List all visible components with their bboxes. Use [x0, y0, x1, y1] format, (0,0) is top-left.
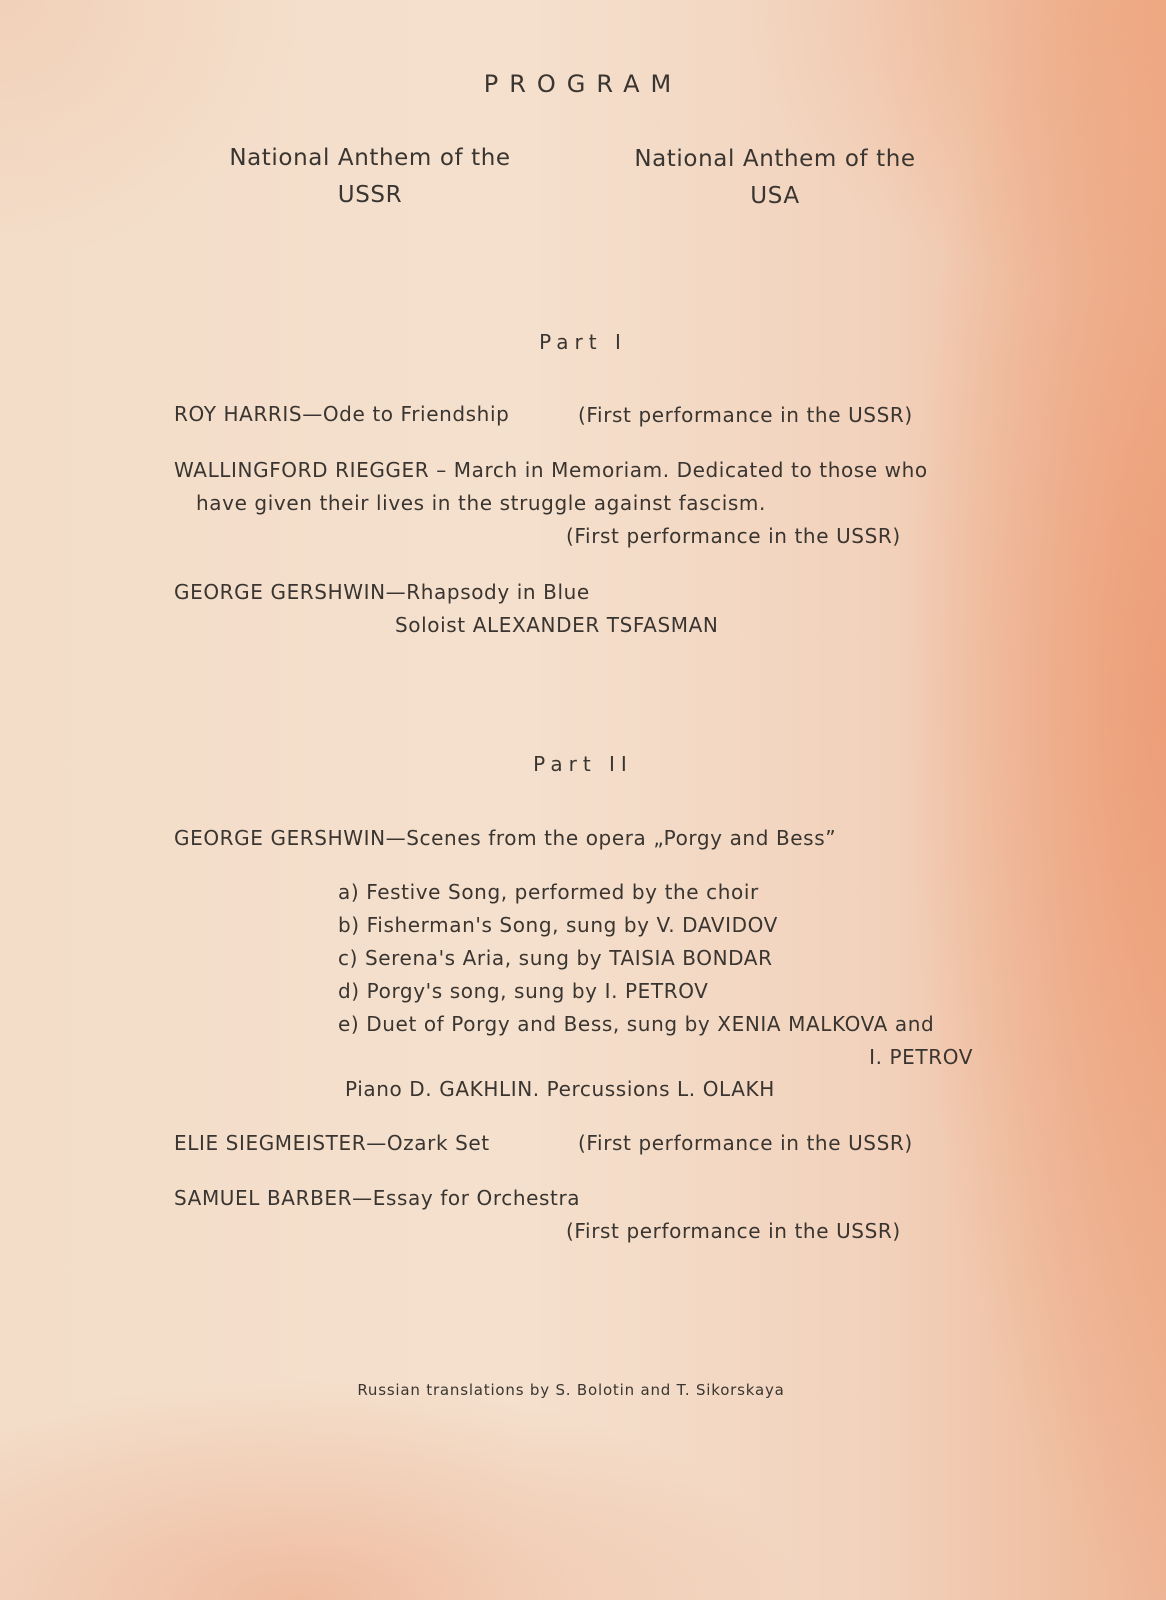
anthem-ussr-line1: National Anthem of the	[229, 145, 511, 171]
accompaniment: Piano D. GAKHLIN. Percussions L. OLAKH	[345, 1077, 775, 1101]
harris-note: (First performance in the USSR)	[578, 403, 913, 427]
scene-a: a) Festive Song, performed by the choir	[338, 880, 759, 904]
riegger-line1: WALLINGFORD RIEGGER – March in Memoriam. Dedicated to those who	[174, 458, 928, 482]
anthem-ussr	[200, 140, 540, 214]
siegmeister-note: (First performance in the USSR)	[578, 1131, 913, 1155]
anthem-usa-line2: USA	[750, 183, 800, 209]
scene-c: c) Serena's Aria, sung by TAISIA BONDAR	[338, 946, 773, 970]
riegger-line2: have given their lives in the struggle against fascism.	[196, 491, 766, 515]
scene-e-line2: I. PETROV	[869, 1045, 973, 1069]
scene-b: b) Fisherman's Song, sung by V. DAVIDOV	[338, 913, 778, 937]
part-one-heading: Part I	[539, 330, 627, 354]
scene-d: d) Porgy's song, sung by I. PETROV	[338, 979, 709, 1003]
anthem-usa-line1: National Anthem of the	[634, 146, 916, 172]
scene-e-line1: e) Duet of Porgy and Bess, sung by XENIA MALKOVA and	[338, 1012, 935, 1036]
part-two-heading: Part II	[533, 752, 633, 776]
gershwin-porgy-work: GEORGE GERSHWIN—Scenes from the opera „Porgy and Bess”	[174, 826, 837, 850]
program-title: PROGRAM	[483, 70, 683, 98]
anthem-usa	[605, 141, 945, 215]
barber-work: SAMUEL BARBER—Essay for Orchestra	[174, 1186, 581, 1210]
barber-note: (First performance in the USSR)	[566, 1219, 901, 1243]
translation-credit: Russian translations by S. Bolotin and T. Sikorskaya	[357, 1381, 785, 1399]
gershwin-soloist: Soloist ALEXANDER TSFASMAN	[395, 613, 719, 637]
gershwin-rhapsody: GEORGE GERSHWIN—Rhapsody in Blue	[174, 580, 590, 604]
anthem-ussr-line2: USSR	[337, 182, 403, 208]
harris-work: ROY HARRIS—Ode to Friendship	[174, 402, 510, 426]
siegmeister-work: ELIE SIEGMEISTER—Ozark Set	[174, 1131, 490, 1155]
riegger-note: (First performance in the USSR)	[566, 524, 901, 548]
